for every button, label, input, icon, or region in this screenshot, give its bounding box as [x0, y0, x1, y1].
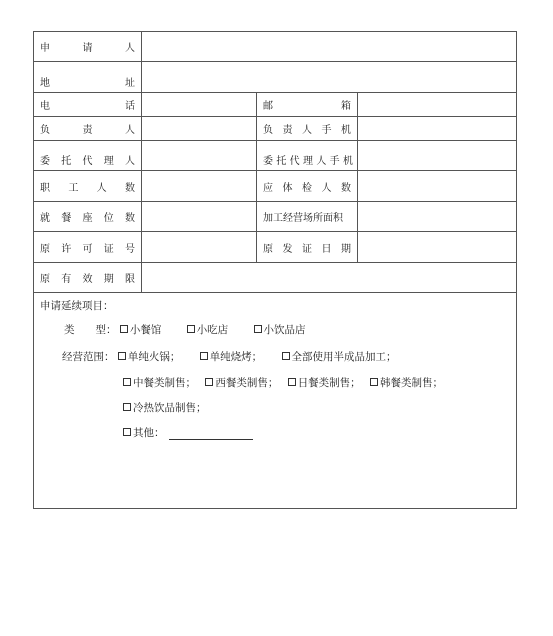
checkbox-icon[interactable] [123, 428, 131, 436]
option-text: 全部使用半成品加工； [291, 351, 397, 363]
scope-label: 经营范围： [62, 351, 115, 363]
type-option-small-restaurant[interactable] [120, 322, 162, 337]
char: 邮 [263, 101, 273, 112]
type-line [64, 322, 322, 337]
option-text: 西餐类制售； [215, 377, 279, 389]
value-applicant[interactable] [142, 32, 516, 61]
scope-option-western[interactable] [205, 375, 278, 390]
scope-line-1 [62, 349, 413, 364]
option-text: 单纯烧烤； [209, 351, 263, 363]
char: 期 [103, 274, 114, 285]
option-text: 单纯火锅； [127, 351, 181, 363]
type-label: 类 型： [64, 324, 117, 336]
label-medical-check [257, 171, 357, 201]
checkbox-icon[interactable] [288, 378, 296, 386]
option-text: 日餐类制售； [297, 377, 361, 389]
label-agent [34, 141, 141, 170]
char: 请 [82, 43, 93, 54]
row-responsible [34, 117, 516, 141]
char: 许 [61, 243, 72, 255]
label-staff [34, 171, 141, 201]
char: 机 [342, 156, 353, 167]
char: 人 [125, 125, 135, 136]
char: 代 [289, 156, 300, 167]
char: 代 [82, 156, 93, 167]
checkbox-icon[interactable] [123, 378, 131, 386]
label-applicant [34, 32, 141, 61]
char: 话 [125, 101, 135, 112]
type-option-snack-shop[interactable] [187, 322, 229, 337]
char: 原 [40, 274, 50, 285]
char: 地 [40, 78, 50, 89]
checkbox-icon[interactable] [123, 403, 131, 411]
value-agent-mobile[interactable] [358, 141, 516, 170]
char: 证 [103, 243, 114, 255]
checkbox-icon[interactable] [205, 378, 213, 386]
option-text: 小饮品店 [263, 324, 306, 336]
label-issue-date [257, 232, 357, 262]
row-applicant [34, 32, 516, 62]
char: 委 [40, 156, 50, 167]
label-area [257, 202, 357, 231]
char: 申 [40, 43, 50, 54]
application-form-table [33, 31, 517, 509]
char: 人 [125, 43, 135, 54]
char: 负 [40, 125, 50, 136]
value-responsible[interactable] [142, 117, 257, 140]
char: 数 [124, 182, 135, 194]
value-agent[interactable] [142, 141, 257, 170]
char: 人 [321, 182, 332, 194]
char: 体 [282, 182, 293, 194]
value-medical-check[interactable] [358, 171, 516, 201]
char: 责 [282, 125, 293, 136]
value-seats[interactable] [142, 202, 257, 231]
value-address[interactable] [142, 62, 516, 92]
char: 座 [82, 213, 93, 224]
value-phone[interactable] [142, 93, 257, 116]
row-staff [34, 171, 516, 202]
scope-line-other [123, 425, 253, 440]
option-text: 小餐馆 [129, 324, 162, 336]
char: 餐 [61, 213, 72, 224]
scope-option-bbq[interactable] [200, 349, 263, 364]
char: 箱 [341, 101, 351, 112]
char: 委 [263, 156, 273, 167]
char: 有 [61, 274, 72, 285]
char: 托 [61, 156, 72, 167]
label-address [34, 62, 141, 92]
label-seats [34, 202, 141, 231]
char: 日 [321, 243, 332, 255]
renewal-title: 申请延续项目： [40, 300, 114, 312]
value-area[interactable] [358, 202, 516, 231]
checkbox-icon[interactable] [187, 325, 195, 333]
option-text: 中餐类制售； [133, 377, 196, 389]
char: 职 [40, 182, 50, 194]
label-responsible [34, 117, 141, 140]
row-validity [34, 263, 516, 293]
char: 址 [125, 78, 135, 89]
value-responsible-mobile[interactable] [358, 117, 516, 140]
row-license-no [34, 232, 516, 263]
checkbox-icon[interactable] [254, 325, 262, 333]
scope-option-japanese[interactable] [288, 375, 361, 390]
scope-option-chinese[interactable] [123, 375, 196, 390]
value-license-no[interactable] [142, 232, 257, 262]
value-validity[interactable] [142, 263, 516, 292]
char: 发 [282, 243, 293, 255]
char: 责 [82, 125, 93, 136]
option-text: 小吃店 [196, 324, 229, 336]
char: 电 [40, 101, 50, 112]
label-validity [34, 263, 141, 292]
char: 理 [103, 156, 114, 167]
value-email[interactable] [358, 93, 516, 116]
scope-option-hotpot[interactable] [118, 349, 181, 364]
char: 就 [40, 213, 50, 224]
option-text: 其他： [133, 427, 165, 439]
value-issue-date[interactable] [358, 232, 516, 262]
char: 人 [125, 156, 135, 167]
checkbox-icon[interactable] [200, 352, 208, 360]
scope-option-other[interactable] [123, 425, 165, 440]
checkbox-icon[interactable] [282, 352, 290, 360]
char: 数 [125, 213, 135, 224]
char: 机 [341, 125, 351, 136]
label-phone [34, 93, 141, 116]
scope-line-2 [123, 375, 443, 390]
scope-option-semi-finished[interactable] [282, 349, 397, 364]
char: 负 [263, 125, 273, 136]
char: 期 [341, 243, 351, 255]
checkbox-icon[interactable] [120, 325, 128, 333]
char: 位 [103, 213, 114, 224]
scope-option-drinks[interactable] [123, 400, 207, 415]
char: 人 [302, 125, 312, 136]
row-agent [34, 141, 516, 171]
scope-line-3 [123, 400, 223, 415]
label-agent-mobile [257, 141, 357, 170]
option-text: 韩餐类制售； [380, 377, 444, 389]
char: 原 [40, 243, 50, 255]
type-option-drink-shop[interactable] [254, 322, 306, 337]
row-address [34, 62, 516, 93]
checkbox-icon[interactable] [370, 378, 378, 386]
char: 号 [125, 243, 135, 255]
char: 人 [96, 182, 107, 194]
char: 可 [82, 243, 93, 255]
char: 限 [125, 274, 135, 285]
char: 原 [263, 243, 273, 255]
char: 工 [68, 182, 79, 194]
scope-option-korean[interactable] [370, 375, 443, 390]
label-responsible-mobile [257, 117, 357, 140]
label-email [257, 93, 357, 116]
renewal-section [34, 293, 516, 508]
label-license-no [34, 232, 141, 262]
char: 数 [341, 182, 351, 194]
option-text: 冷热饮品制售； [133, 402, 207, 414]
char: 手 [329, 156, 340, 167]
row-phone [34, 93, 516, 117]
char: 应 [263, 182, 273, 194]
row-seats [34, 202, 516, 232]
char: 证 [302, 243, 312, 255]
label-area-text: 加工经营场所面积 [263, 213, 343, 224]
value-staff[interactable] [142, 171, 257, 201]
checkbox-icon[interactable] [118, 352, 126, 360]
char: 效 [82, 274, 93, 285]
char: 托 [276, 156, 287, 167]
char: 理 [302, 156, 313, 167]
other-blank-field[interactable] [169, 428, 253, 440]
char: 手 [321, 125, 332, 136]
char: 检 [302, 182, 312, 194]
char: 人 [316, 156, 327, 167]
